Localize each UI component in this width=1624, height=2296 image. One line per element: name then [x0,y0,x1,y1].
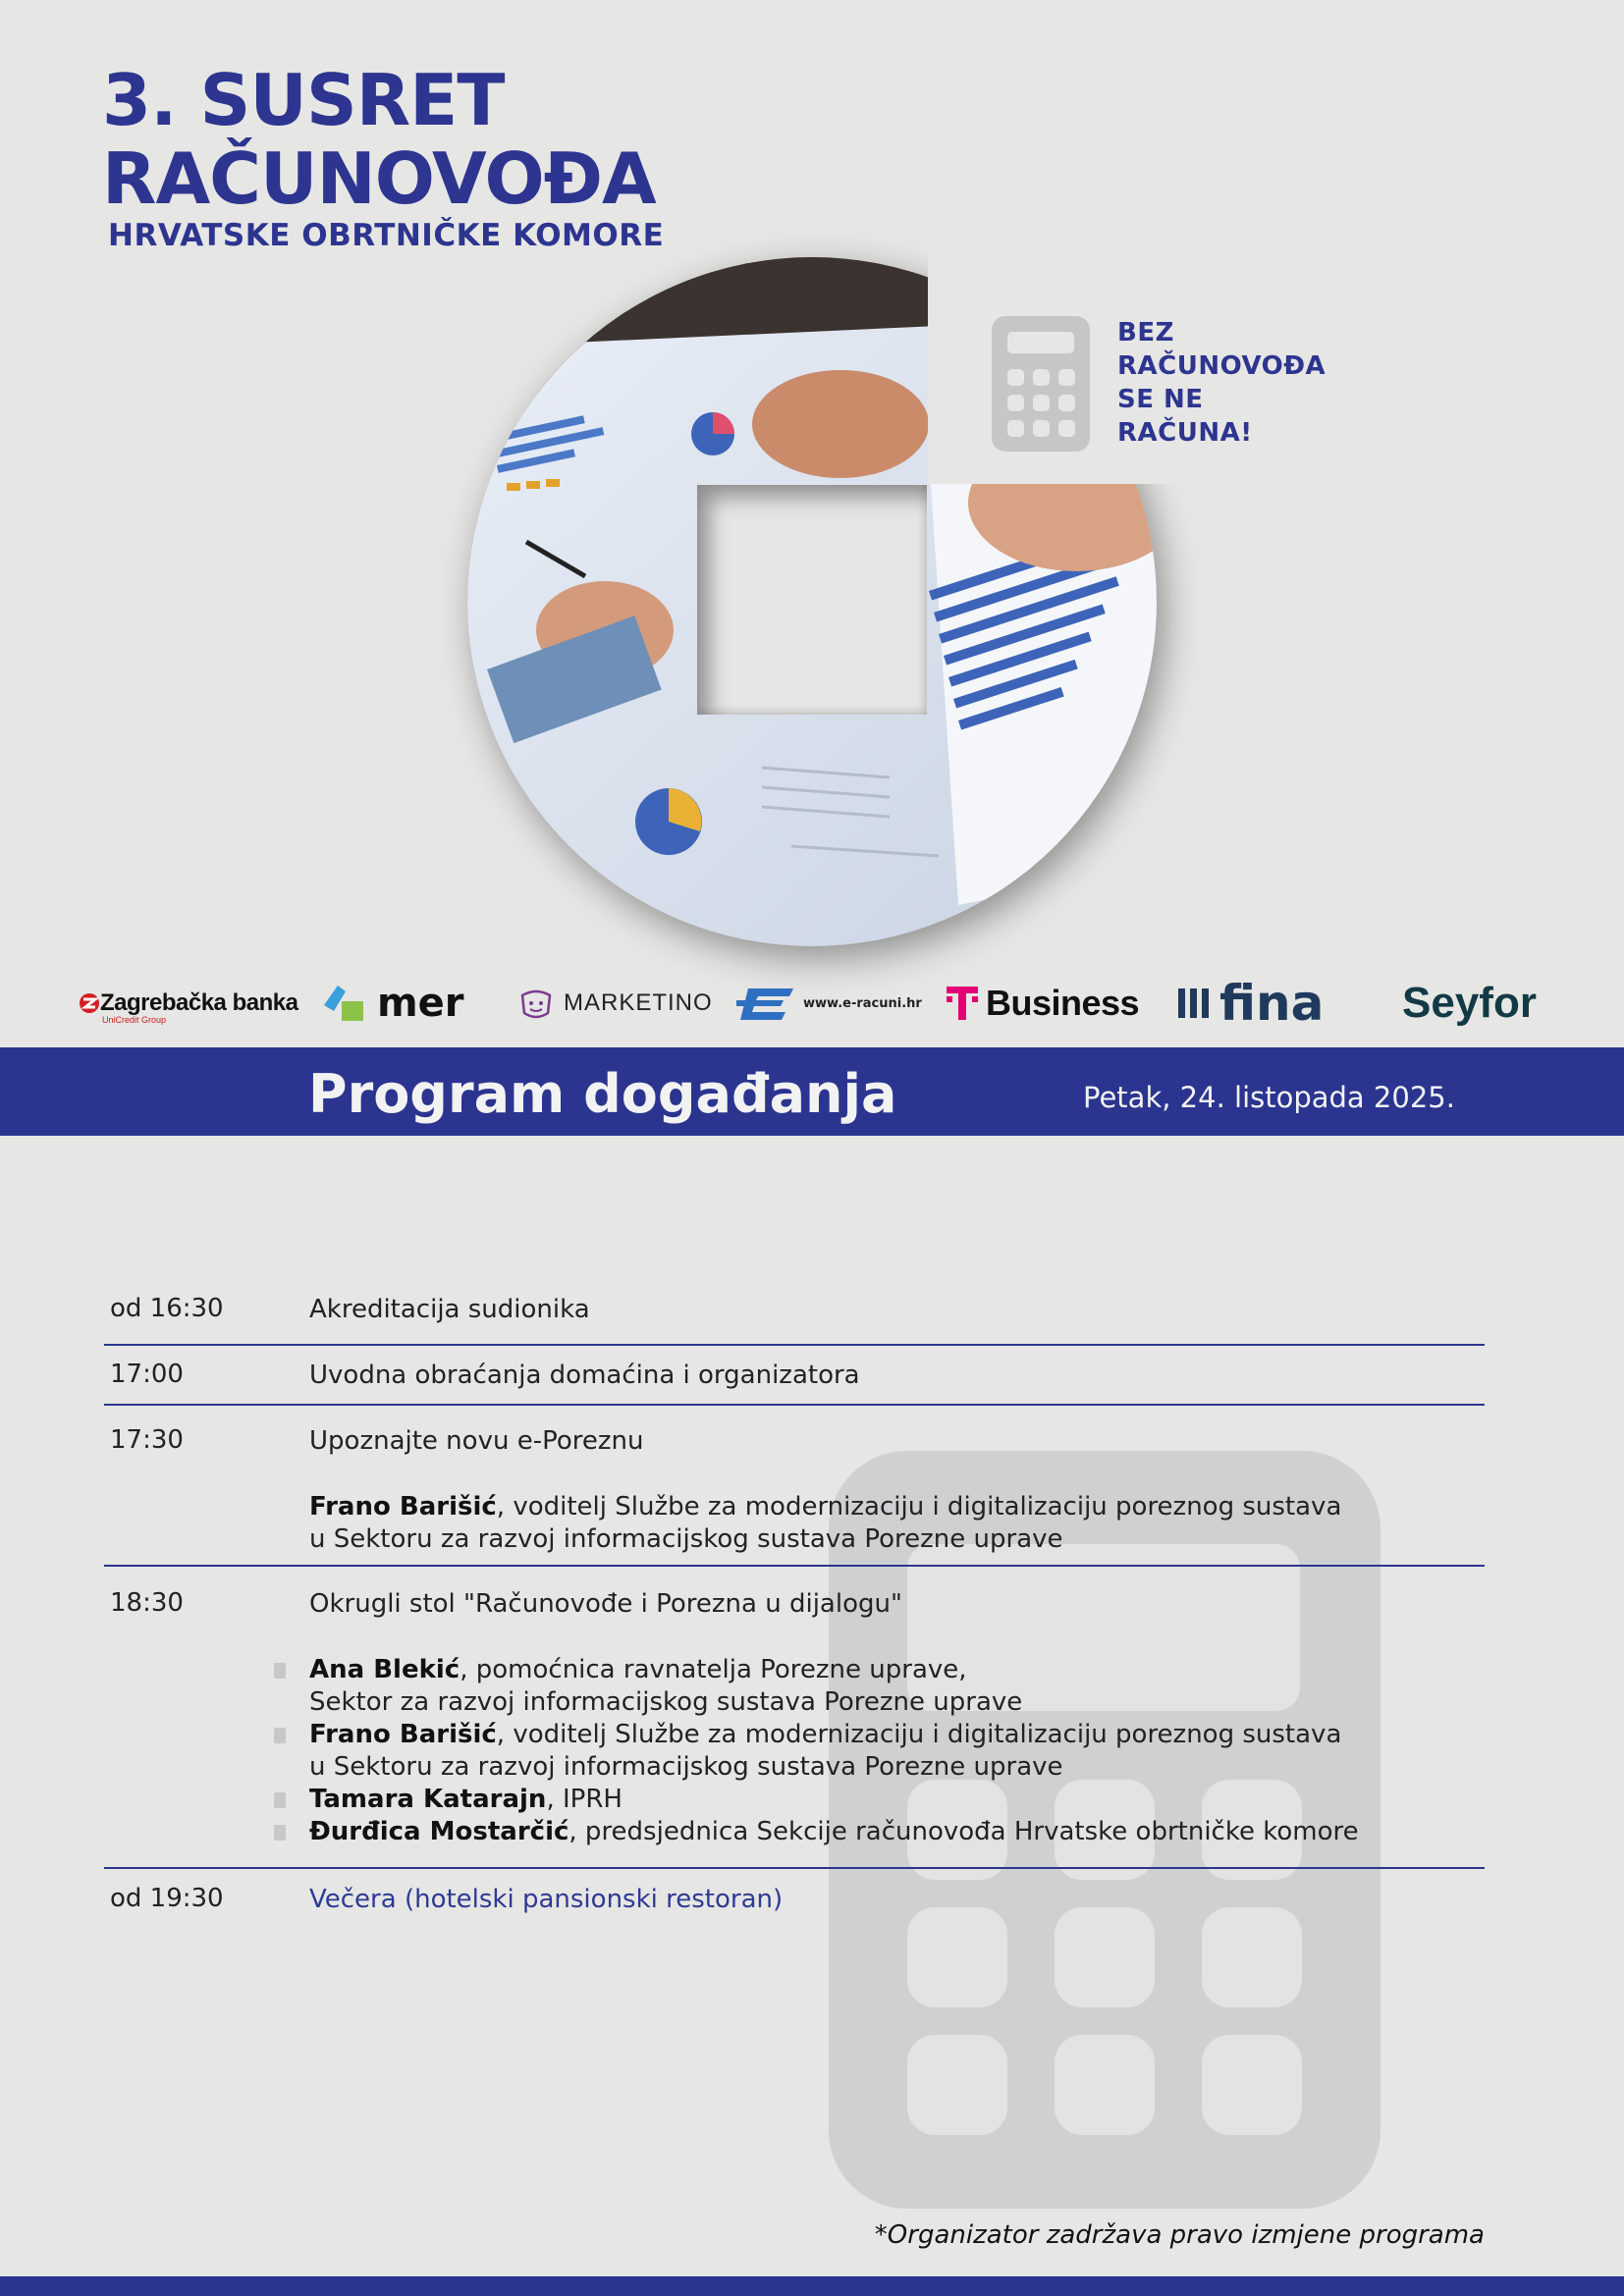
sponsor-name: Zagrebačka banka [100,989,298,1016]
bottom-bar [0,2276,1624,2296]
panelist-line [309,1784,623,1816]
panelist-role-line: u Sektoru za razvoj informacijskog sustava Porezne uprave [309,1752,1063,1782]
schedule-title: Uvodna obraćanja domaćina i organizatora [309,1361,860,1390]
schedule-time: 18:30 [110,1588,184,1618]
sponsor-t-business-logo [947,982,1139,1025]
panelist-role: , IPRH [546,1785,623,1814]
bullet-icon [274,1728,286,1743]
panelist-name: Tamara Katarajn [309,1785,547,1814]
telekom-t-icon [947,985,978,1022]
footnote: *Organizator zadržava pravo izmjene programa [874,2220,1485,2250]
speaker-line [309,1491,1341,1523]
schedule-title: Večera (hotelski pansionski restoran) [309,1885,784,1914]
schedule-divider [104,1565,1485,1567]
sponsor-eracuni-logo [736,982,922,1025]
event-title-line-2: RAČUNOVOĐA [102,137,656,220]
slogan-line: RAČUNOVOĐA [1117,351,1326,381]
panelist-name: Đurđica Mostarčić [309,1817,569,1846]
sponsor-seyfor-logo [1402,979,1537,1027]
calculator-icon [992,316,1090,452]
schedule-time: od 16:30 [110,1294,224,1323]
bullet-icon [274,1663,286,1679]
slogan-line: SE NE [1117,385,1204,414]
bullet-icon [274,1792,286,1808]
schedule-divider [104,1404,1485,1406]
mer-mark-icon [322,984,367,1023]
eracuni-mark-icon [736,983,797,1024]
panelist-role-line: Sektor za razvoj informacijskog sustava Porezne uprave [309,1687,1023,1717]
sponsor-mer-logo [322,982,464,1025]
speaker-role: , voditelj Službe za modernizaciju i digitalizaciju poreznog sustava [496,1492,1342,1522]
schedule-title: Upoznajte novu e-Poreznu [309,1426,644,1456]
panelist-role: , pomoćnica ravnatelja Porezne uprave, [460,1655,967,1684]
bullet-icon [274,1825,286,1841]
panelist-role: , predsjednica Sekcije računovođa Hrvatske obrtničke komore [568,1817,1359,1846]
zaba-mark-icon [79,992,100,1014]
sponsor-zagrebacka-banka-logo [79,982,298,1025]
sponsor-name: www.e-racuni.hr [803,995,922,1011]
marketino-face-icon [518,986,554,1021]
sponsor-name: Seyfor [1402,979,1537,1027]
speaker-role-line: u Sektoru za razvoj informacijskog sustava Porezne uprave [309,1524,1063,1554]
sponsor-marketino-logo [518,982,713,1025]
panelist-line [309,1654,967,1686]
schedule-time: od 19:30 [110,1884,224,1913]
event-subtitle: HRVATSKE OBRTNIČKE KOMORE [108,218,665,253]
program-title: Program događanja [308,1063,897,1125]
panelist-line [309,1719,1341,1751]
event-title-line-1: 3. SUSRET [102,59,505,141]
fina-bars-icon [1178,987,1212,1020]
sponsor-name: mer [377,981,464,1026]
sponsor-fina-logo [1178,975,1325,1032]
schedule-title: Okrugli stol "Računovođe i Porezna u dijalogu" [309,1589,902,1619]
schedule-time: 17:00 [110,1360,184,1389]
speaker-name: Frano Barišić [309,1492,497,1522]
sponsor-name: MARKETINO [564,989,713,1016]
sponsor-name: fina [1219,975,1325,1032]
schedule-divider [104,1867,1485,1869]
slogan-line: RAČUNA! [1117,418,1253,448]
hero-square-cutout [697,485,927,715]
panelist-role: , voditelj Službe za modernizaciju i digitalizaciju poreznog sustava [496,1720,1342,1749]
schedule-time: 17:30 [110,1425,184,1455]
panelist-name: Frano Barišić [309,1720,497,1749]
sponsor-subname: UniCredit Group [102,1015,167,1025]
event-date: Petak, 24. listopada 2025. [1083,1081,1455,1114]
panelist-name: Ana Blekić [309,1655,460,1684]
slogan [1117,316,1326,450]
slogan-line: BEZ [1117,318,1174,347]
panelist-line [309,1816,1359,1848]
sponsor-name: Business [986,983,1140,1023]
schedule-title: Akreditacija sudionika [309,1295,590,1324]
schedule-divider [104,1344,1485,1346]
